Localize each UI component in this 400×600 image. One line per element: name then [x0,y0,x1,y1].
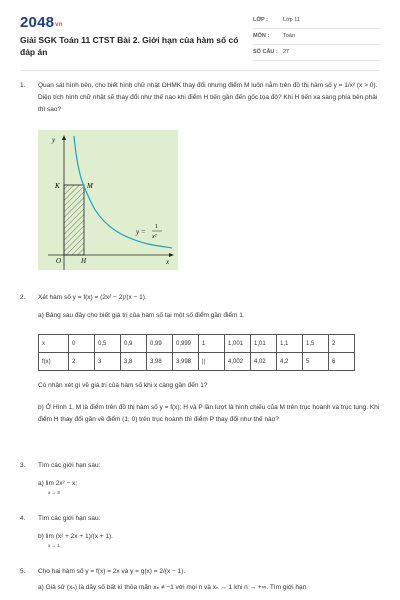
question-part-a: a) lim 2x² − x; [38,480,78,487]
table-cell: 0 [69,335,95,353]
meta-row-class [253,14,381,29]
meta-row-subject [253,30,381,45]
table-cell: 2 [69,353,95,371]
question-part-b: b) Ở Hình 1, M là điểm trên đồ thị hàm số y = f(x); H và P lần lượt là hình chiếu của M trên trục hoành và trục tung. Khi điểm H thay đổi gần về điểm (1; 0) trên trục hoành thì điểm P thay đổi như thế nào? [38,404,380,423]
table-cell: x [39,335,69,353]
question-5 [20,566,382,594]
table-cell: 2 [329,335,355,353]
question-2-continued [20,380,382,426]
x-axis-arrow [169,253,174,257]
table-cell: 1,5 [303,335,329,353]
table-cell: 4,002 [225,353,251,371]
table-row [39,353,355,371]
meta-key: MÔN : [253,33,270,39]
point-h-label: H [81,257,87,265]
table-cell: 1 [199,335,225,353]
meta-value: 27 [283,49,290,55]
table-row [39,335,355,353]
question-number: 5. [20,568,26,575]
logo-suffix: vn [55,22,63,28]
question-number: 3. [20,462,26,469]
logo-text: 2048 [20,14,55,31]
curve-label: y = [136,228,146,236]
origin-label: O [56,257,62,265]
site-logo[interactable] [20,14,63,31]
meta-value: Toán [283,33,295,39]
table-cell: 4,02 [251,353,277,371]
limit-subscript: x → 1 [48,543,60,548]
meta-key: LỚP : [253,17,268,23]
meta-value: Lớp 11 [283,17,300,23]
curve-label-denominator: x² [152,234,157,240]
question-4 [20,513,382,548]
limit-subscript: x → 3 [48,490,60,495]
table-cell: 3,998 [173,353,199,371]
table-cell: 6 [329,353,355,371]
table-cell: 3,98 [147,353,173,371]
question-number: 2. [20,294,26,301]
figure-graph [38,130,178,270]
question-text: Quan sát hình bên, cho biết hình chữ nhật OHMK thay đổi nhưng điểm M luôn nằm trên đồ thị hàm số y = 1/x² (x > 0). Diện tích hình chữ nhật sẽ thay đổi như thế nào khi điểm H tiến gần đến gốc tọa độ? Khi H tiến xa sang phía bên phải thì sao? [38,82,378,113]
table-cell: 0,9 [121,335,147,353]
y-axis-label: y [52,136,56,144]
document-title: Giải SGK Toán 11 CTST Bài 2. Giới hạn của hàm số có đáp án [20,35,239,57]
table-cell: 3 [95,353,121,371]
question-1 [20,80,382,116]
point-m-label: M [87,182,93,190]
document-meta [253,14,381,62]
table-cell: f(x) [39,353,69,371]
table-cell: 0,99 [147,335,173,353]
table-cell: || [199,353,225,371]
question-text: Cho hai hàm số y = f(x) = 2x và y = g(x) = 2/(x − 1). [38,568,186,575]
question-part-a: a) Bảng sau đây cho biết giá trị của hàm số tại một số điểm gần điểm 1. [38,312,245,319]
table-cell: 0,5 [95,335,121,353]
question-number: 1. [20,82,26,89]
point-k-label: K [55,182,60,190]
question-part-b: b) lim (x² + 2x + 1)/(x + 1). [38,533,113,540]
table-cell: 0,999 [173,335,199,353]
values-table [38,334,355,371]
table-remark: Có nhận xét gì về giá trị của hàm số khi x càng gần đến 1? [38,382,208,389]
header-divider [20,70,380,71]
meta-row-count [253,46,381,61]
question-2 [20,292,382,322]
meta-key: SỐ CÂU : [253,49,278,55]
table-cell: 1,001 [225,335,251,353]
table-cell: 5 [303,353,329,371]
table-cell: 3,8 [121,353,147,371]
hyperbola-figure [38,130,178,270]
question-3 [20,460,382,495]
question-text: Tìm các giới hạn sau: [38,462,101,469]
table-cell: 4,2 [277,353,303,371]
question-part-a: a) Giả sử (xₙ) là dãy số bất kì thỏa mãn xₙ ≠ −1 với mọi n và xₙ → 1 khi n → +∞. Tìm giới hạn [38,584,307,591]
y-axis-arrow [62,135,66,140]
question-number: 4. [20,515,26,522]
rectangle-ohmk [64,185,84,255]
question-intro: Xét hàm số y = f(x) = (2x² − 2)/(x − 1). [38,294,147,301]
question-text: Tìm các giới hạn sau: [38,515,101,522]
table-cell: 1,1 [277,335,303,353]
curve-label-numerator: 1 [155,224,158,230]
table-cell: 1,01 [251,335,277,353]
x-axis-label: x [166,258,170,266]
document-header [0,0,400,64]
